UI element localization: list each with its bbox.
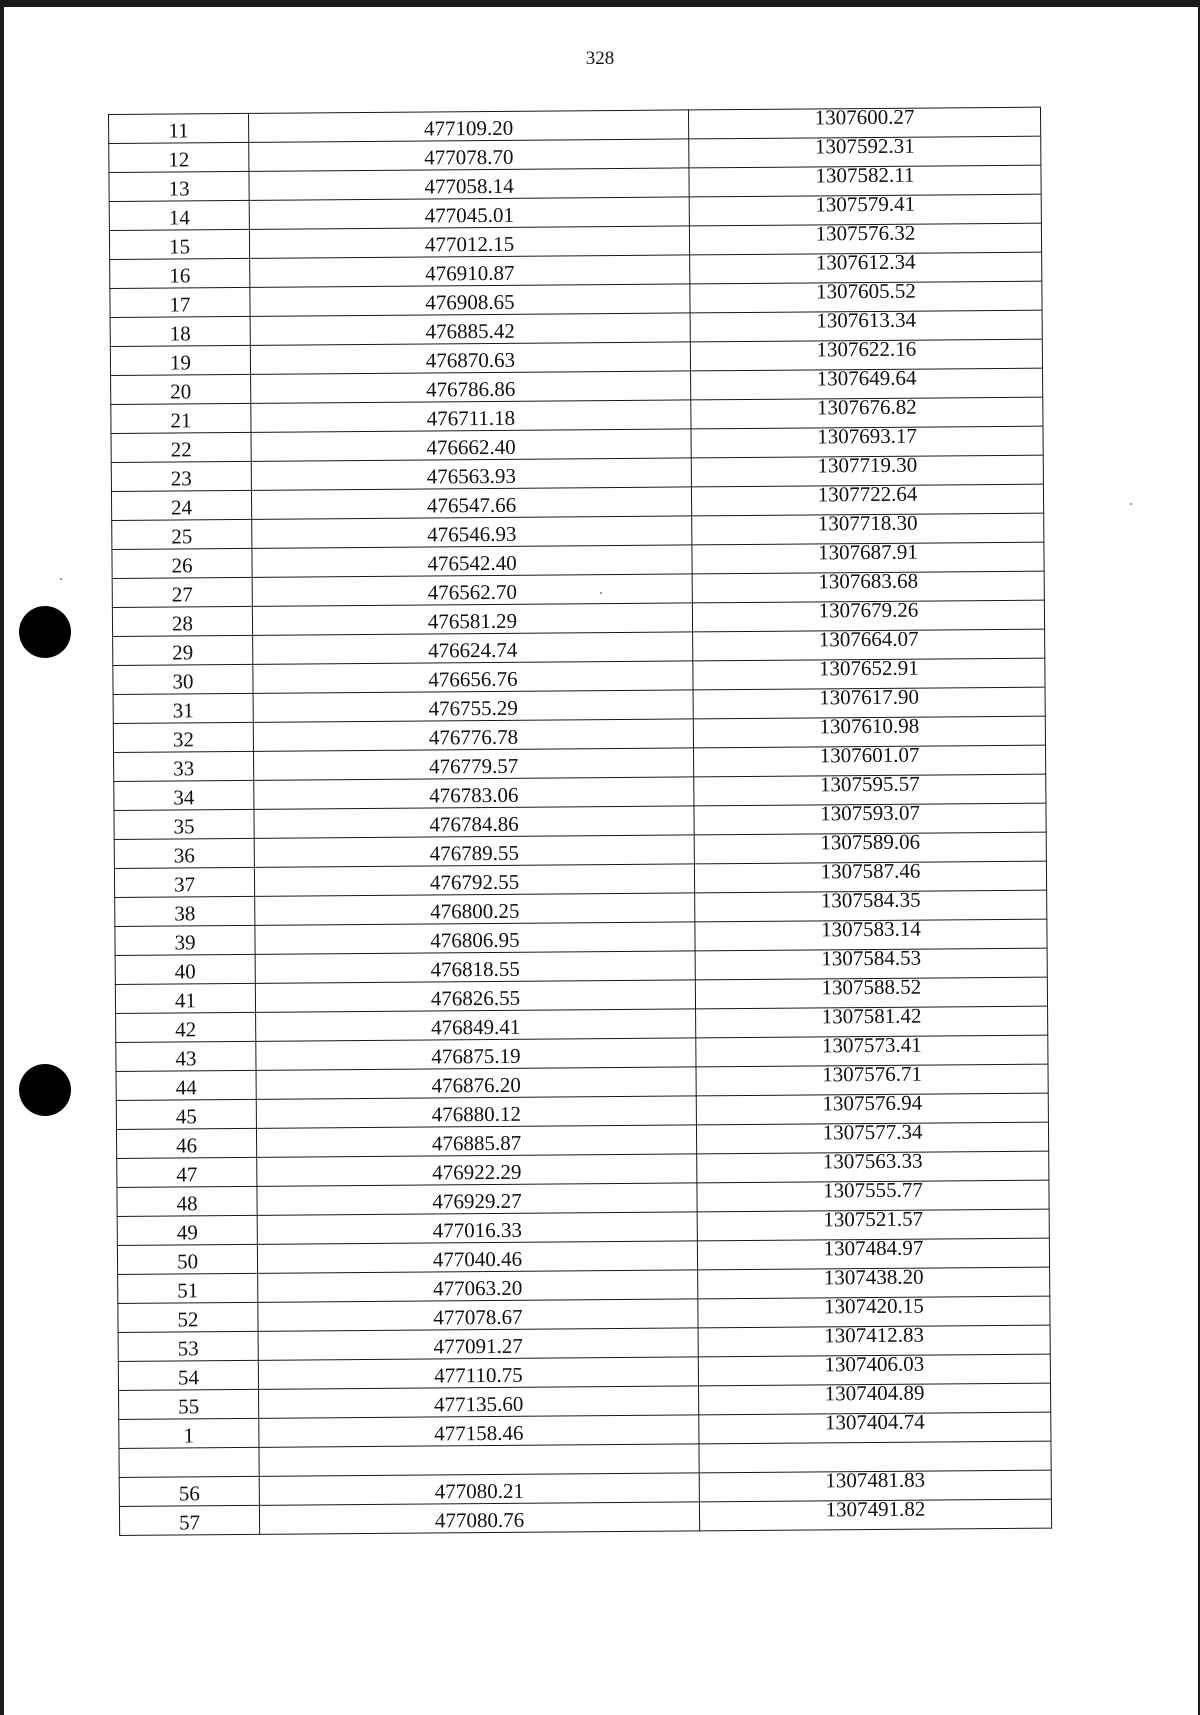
x-coordinate-value: 477080.21 (434, 1478, 525, 1504)
y-coordinate-value: 1307555.77 (823, 1177, 923, 1203)
point-number-cell (119, 1447, 259, 1477)
y-coordinate-value: 1307576.71 (822, 1061, 923, 1087)
x-coordinate-cell (259, 1502, 699, 1534)
point-number-cell (110, 316, 250, 346)
coordinates-table-body (109, 104, 1052, 1535)
point-number-value: 12 (168, 147, 190, 172)
y-coordinate-value: 1307420.15 (823, 1293, 924, 1319)
y-coordinate-value: 1307612.34 (815, 249, 916, 275)
y-coordinate-value: 1307404.89 (824, 1380, 925, 1406)
x-coordinate-cell (249, 168, 689, 200)
point-number-value: 42 (175, 1017, 197, 1042)
point-number-cell (116, 1041, 256, 1071)
x-coordinate-cell (252, 603, 692, 635)
x-coordinate-cell (258, 1328, 698, 1360)
point-number-value: 26 (171, 553, 193, 578)
point-number-cell (112, 548, 252, 578)
point-number-cell (115, 954, 255, 984)
point-number-value: 19 (169, 350, 192, 375)
y-coordinate-value: 1307588.52 (821, 974, 922, 1000)
y-coordinate-value: 1307481.83 (825, 1467, 926, 1493)
x-coordinate-cell (251, 371, 691, 403)
point-number-cell (109, 171, 249, 201)
point-number-cell (114, 838, 254, 868)
point-number-cell (109, 113, 249, 143)
x-coordinate-value: 477091.27 (433, 1333, 523, 1359)
x-coordinate-value: 476547.66 (426, 492, 517, 518)
x-coordinate-value: 477040.46 (432, 1246, 523, 1272)
x-coordinate-cell (249, 139, 689, 171)
point-number-value: 15 (168, 234, 191, 259)
page-number: 328 (585, 48, 615, 69)
y-coordinate-value: 1307406.03 (824, 1351, 925, 1377)
table-row (119, 1499, 1051, 1535)
y-coordinate-value: 1307579.41 (815, 191, 916, 217)
point-number-value: 54 (177, 1365, 200, 1390)
point-number-value: 45 (175, 1104, 197, 1129)
point-number-value: 57 (178, 1510, 201, 1535)
point-number-value: 14 (168, 205, 190, 230)
point-number-cell (117, 1157, 257, 1187)
x-coordinate-value: 476806.95 (430, 927, 520, 953)
point-number-cell (109, 229, 249, 259)
y-coordinate-value: 1307412.83 (824, 1322, 925, 1348)
point-number-value: 27 (171, 582, 193, 607)
point-number-cell (109, 200, 249, 230)
point-number-value: 50 (176, 1249, 199, 1274)
y-coordinate-value: 1307589.06 (820, 829, 921, 855)
point-number-cell (116, 1128, 256, 1158)
x-coordinate-value: 476792.55 (429, 869, 520, 895)
y-coordinate-value: 1307664.07 (818, 626, 919, 652)
x-coordinate-value: 477063.20 (433, 1275, 523, 1301)
x-coordinate-value: 476563.93 (426, 463, 517, 489)
y-coordinate-value: 1307484.97 (823, 1235, 924, 1261)
y-coordinate-value: 1307610.98 (819, 713, 920, 739)
point-number-value: 17 (169, 292, 191, 317)
point-number-cell (111, 403, 251, 433)
x-coordinate-value: 476624.74 (428, 637, 518, 663)
y-coordinate-value: 1307577.34 (822, 1119, 923, 1145)
x-coordinate-value: 476755.29 (428, 695, 518, 721)
x-coordinate-value: 476562.70 (427, 579, 517, 605)
x-coordinate-cell (250, 313, 690, 345)
x-coordinate-value: 476776.78 (428, 724, 519, 750)
point-number-cell (115, 925, 255, 955)
point-number-value: 32 (172, 727, 195, 752)
y-coordinate-value: 1307601.07 (819, 742, 920, 768)
x-coordinate-cell (253, 661, 693, 693)
x-coordinate-cell (249, 197, 689, 229)
x-coordinate-value: 476910.87 (425, 260, 515, 286)
point-number-value: 33 (173, 756, 195, 781)
x-coordinate-value: 477109.20 (423, 115, 514, 141)
x-coordinate-cell (251, 429, 691, 461)
point-number-value: 34 (173, 785, 195, 810)
x-coordinate-value: 476885.42 (425, 318, 515, 344)
x-coordinate-value: 477158.46 (434, 1420, 524, 1446)
y-coordinate-value: 1307438.20 (823, 1264, 924, 1290)
x-coordinate-cell (250, 342, 690, 374)
y-coordinate-value: 1307622.16 (816, 336, 917, 362)
point-number-value: 49 (176, 1220, 198, 1245)
x-coordinate-value: 476581.29 (427, 608, 518, 634)
point-number-cell (110, 258, 250, 288)
x-coordinate-cell (254, 835, 694, 867)
point-number-cell (116, 1070, 256, 1100)
x-coordinate-value: 476876.20 (431, 1072, 521, 1098)
x-coordinate-value: 476656.76 (428, 666, 518, 692)
x-coordinate-value: 477080.76 (434, 1507, 525, 1533)
point-number-value: 1 (183, 1423, 195, 1448)
y-coordinate-value: 1307576.32 (815, 220, 916, 246)
x-coordinate-value: 476711.18 (426, 405, 516, 431)
point-number-value: 18 (169, 321, 191, 346)
point-number-value: 55 (178, 1394, 200, 1419)
y-coordinate-value: 1307584.35 (820, 887, 921, 913)
y-coordinate-value: 1307683.68 (818, 568, 919, 594)
point-number-cell (112, 577, 252, 607)
y-coordinate-value: 1307587.46 (820, 858, 921, 884)
point-number-value: 44 (175, 1075, 197, 1100)
point-number-cell (118, 1331, 258, 1361)
point-number-cell (118, 1360, 258, 1390)
y-coordinate-value: 1307719.30 (817, 452, 918, 478)
point-number-cell (115, 983, 255, 1013)
y-coordinate-value: 1307652.91 (818, 655, 919, 681)
x-coordinate-value: 477078.70 (424, 144, 514, 170)
y-coordinate-value: 1307593.07 (820, 800, 920, 826)
point-number-cell (115, 896, 255, 926)
x-coordinate-value: 477045.01 (424, 202, 515, 228)
x-coordinate-value: 476546.93 (427, 521, 517, 547)
point-number-value: 48 (176, 1191, 198, 1216)
point-number-cell (114, 809, 254, 839)
x-coordinate-cell (256, 1038, 696, 1070)
y-coordinate-value: 1307718.30 (817, 510, 918, 536)
x-coordinate-cell (259, 1415, 699, 1447)
x-coordinate-cell (251, 400, 691, 432)
point-number-cell (111, 490, 251, 520)
point-number-cell (114, 751, 254, 781)
x-coordinate-cell (257, 1212, 697, 1244)
x-coordinate-value: 476908.65 (425, 289, 515, 315)
x-coordinate-cell (259, 1386, 699, 1418)
x-coordinate-value: 476789.55 (429, 840, 520, 866)
point-number-value: 56 (178, 1481, 200, 1506)
point-number-cell (112, 606, 252, 636)
x-coordinate-cell (259, 1444, 699, 1476)
point-number-value: 47 (176, 1162, 198, 1187)
point-number-value: 51 (177, 1278, 199, 1303)
x-coordinate-cell (257, 1183, 697, 1215)
x-coordinate-cell (255, 980, 695, 1012)
y-coordinate-value: 1307576.94 (822, 1090, 923, 1116)
point-number-value: 52 (177, 1307, 199, 1332)
x-coordinate-value: 476783.06 (429, 782, 519, 808)
x-coordinate-cell (257, 1241, 697, 1273)
x-coordinate-value: 476542.40 (427, 550, 517, 576)
y-coordinate-value: 1307649.64 (816, 365, 917, 391)
point-number-cell (114, 780, 254, 810)
x-coordinate-cell (255, 893, 695, 925)
point-number-value: 28 (171, 611, 194, 636)
x-coordinate-value: 476870.63 (425, 347, 516, 373)
y-coordinate-value: 1307581.42 (821, 1003, 922, 1029)
point-number-value: 13 (168, 176, 190, 201)
x-coordinate-cell (254, 748, 694, 780)
x-coordinate-cell (251, 487, 691, 519)
x-coordinate-value: 476880.12 (431, 1101, 522, 1127)
x-coordinate-value: 476662.40 (426, 434, 516, 460)
x-coordinate-value: 477016.33 (432, 1217, 522, 1243)
x-coordinate-cell (256, 1096, 696, 1128)
punch-hole-upper (19, 606, 71, 658)
point-number-value: 22 (170, 437, 192, 462)
x-coordinate-value: 476786.86 (425, 376, 516, 402)
x-coordinate-value: 477058.14 (424, 173, 514, 199)
point-number-cell (111, 432, 251, 462)
x-coordinate-value: 476779.57 (428, 753, 519, 779)
x-coordinate-value: 476875.19 (431, 1043, 521, 1069)
x-coordinate-cell (253, 719, 693, 751)
y-coordinate-value: 1307600.27 (814, 104, 915, 130)
y-coordinate-value: 1307605.52 (815, 278, 916, 304)
point-number-value: 38 (174, 901, 196, 926)
x-coordinate-value: 476826.55 (430, 985, 521, 1011)
x-coordinate-value: 477078.67 (433, 1304, 523, 1330)
point-number-value: 21 (170, 408, 192, 433)
point-number-cell (113, 664, 253, 694)
y-coordinate-value: 1307722.64 (817, 481, 918, 507)
point-number-cell (112, 519, 252, 549)
y-coordinate-cell (699, 1409, 1051, 1444)
point-number-value: 23 (170, 466, 192, 491)
point-number-cell (113, 693, 253, 723)
x-coordinate-value: 476929.27 (432, 1188, 522, 1214)
x-coordinate-cell (252, 574, 692, 606)
point-number-cell (119, 1389, 259, 1419)
y-coordinate-value: 1307617.90 (819, 684, 920, 710)
x-coordinate-cell (250, 284, 690, 316)
y-coordinate-value: 1307583.14 (820, 916, 921, 942)
point-number-cell (113, 722, 253, 752)
x-coordinate-cell (258, 1270, 698, 1302)
point-number-cell (117, 1186, 257, 1216)
x-coordinate-value: 477012.15 (424, 231, 515, 257)
y-coordinate-cell (699, 1496, 1051, 1531)
point-number-cell (113, 635, 253, 665)
x-coordinate-cell (259, 1473, 699, 1505)
x-coordinate-cell (258, 1299, 698, 1331)
x-coordinate-cell (256, 1125, 696, 1157)
point-number-value: 53 (177, 1336, 199, 1361)
y-coordinate-value: 1307521.57 (823, 1206, 924, 1232)
x-coordinate-cell (250, 255, 690, 287)
point-number-value: 40 (174, 959, 196, 984)
y-coordinate-value: 1307679.26 (818, 597, 919, 623)
scan-speck (60, 578, 62, 580)
point-number-cell (117, 1215, 257, 1245)
x-coordinate-cell (254, 806, 694, 838)
point-number-cell (110, 345, 250, 375)
x-coordinate-cell (254, 864, 694, 896)
x-coordinate-value: 476784.86 (429, 811, 519, 837)
point-number-cell (116, 1012, 256, 1042)
point-number-cell (119, 1418, 259, 1448)
x-coordinate-cell (256, 1067, 696, 1099)
y-coordinate-value: 1307491.82 (825, 1496, 926, 1522)
point-number-value: 37 (173, 872, 196, 897)
point-number-cell (116, 1099, 256, 1129)
x-coordinate-cell (258, 1357, 698, 1389)
point-number-value: 31 (172, 698, 194, 723)
x-coordinate-cell (255, 922, 695, 954)
x-coordinate-cell (253, 632, 693, 664)
point-number-cell (114, 867, 254, 897)
y-coordinate-value: 1307687.91 (817, 539, 918, 565)
point-number-value: 29 (172, 640, 194, 665)
point-number-cell (119, 1476, 259, 1506)
point-number-cell (109, 142, 249, 172)
point-number-cell (110, 287, 250, 317)
point-number-value: 16 (169, 263, 191, 288)
y-coordinate-value: 1307563.33 (822, 1148, 923, 1174)
x-coordinate-value: 476885.87 (431, 1130, 522, 1156)
point-number-cell (118, 1273, 258, 1303)
x-coordinate-value: 477110.75 (434, 1362, 523, 1388)
y-coordinate-value: 1307595.57 (819, 771, 920, 797)
scan-speck (1130, 503, 1132, 505)
y-coordinate-value: 1307404.74 (824, 1409, 925, 1435)
y-coordinate-value: 1307573.41 (821, 1032, 922, 1058)
x-coordinate-cell (248, 110, 688, 142)
y-coordinate-value: 1307693.17 (817, 423, 918, 449)
y-coordinate-value: 1307676.82 (816, 394, 917, 420)
point-number-value: 20 (170, 379, 192, 404)
x-coordinate-cell (255, 951, 695, 983)
point-number-cell (118, 1302, 258, 1332)
x-coordinate-value: 476818.55 (430, 956, 520, 982)
point-number-value: 30 (172, 669, 194, 694)
x-coordinate-value: 476849.41 (430, 1014, 521, 1040)
point-number-value: 24 (170, 495, 193, 520)
x-coordinate-value: 476922.29 (432, 1159, 522, 1185)
y-coordinate-value: 1307584.53 (821, 945, 922, 971)
point-number-cell (117, 1244, 257, 1274)
x-coordinate-cell (249, 226, 689, 258)
punch-hole-lower (19, 1064, 71, 1116)
x-coordinate-cell (251, 458, 691, 490)
x-coordinate-value: 476800.25 (430, 898, 520, 924)
x-coordinate-cell (253, 690, 693, 722)
x-coordinate-cell (252, 516, 692, 548)
x-coordinate-cell (256, 1009, 696, 1041)
point-number-cell (111, 374, 251, 404)
point-number-value: 11 (168, 118, 189, 143)
x-coordinate-cell (254, 777, 694, 809)
coordinates-table (108, 104, 1052, 1536)
point-number-cell (119, 1505, 259, 1535)
x-coordinate-cell (257, 1154, 697, 1186)
point-number-value: 43 (175, 1046, 197, 1071)
y-coordinate-value: 1307582.11 (815, 162, 915, 188)
x-coordinate-cell (252, 545, 692, 577)
point-number-value: 25 (171, 524, 193, 549)
y-coordinate-value: 1307592.31 (814, 133, 915, 159)
y-coordinate-value: 1307613.34 (816, 307, 917, 333)
point-number-value: 39 (174, 930, 196, 955)
point-number-value: 36 (173, 843, 195, 868)
point-number-value: 35 (173, 814, 195, 839)
point-number-value: 41 (174, 988, 197, 1013)
point-number-value: 46 (176, 1133, 198, 1158)
point-number-cell (111, 461, 251, 491)
x-coordinate-value: 477135.60 (433, 1391, 524, 1417)
